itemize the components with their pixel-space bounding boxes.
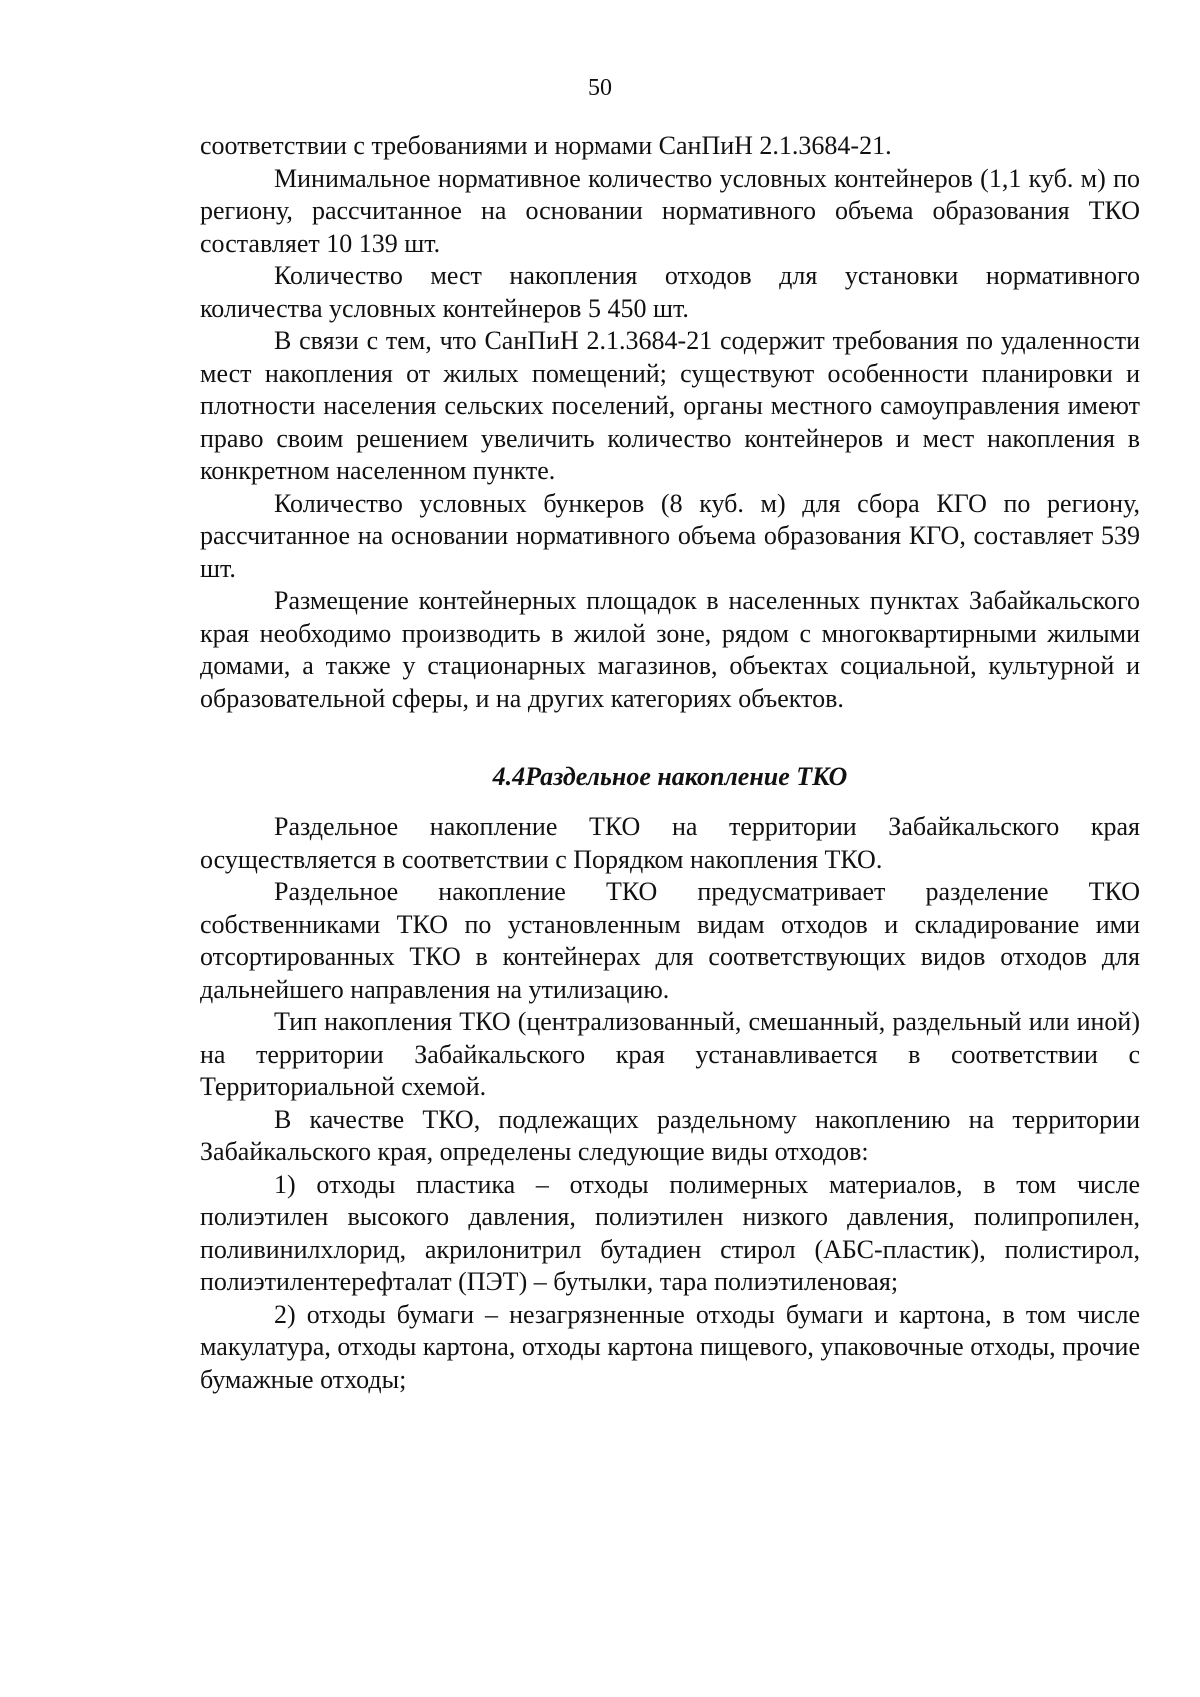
paragraph: соответствии с требованиями и нормами СанПиН 2.1.3684-21.: [200, 131, 892, 160]
page-number: 50: [588, 75, 612, 101]
list-item: 1) отходы пластика – отходы полимерных материалов, в том числе полиэтилен высокого давления, полиэтилен низкого давления, полипропилен, поливинилхлорид, акрилонитрил бутадиен стирол (АБС-пластик), полистирол, полиэтилентерефталат (ПЭТ) – бутылки, тара полиэтиленовая;: [200, 1169, 1140, 1296]
paragraph: Минимальное нормативное количество условных контейнеров (1,1 куб. м) по региону, рассчитанное на основании нормативного объема образования ТКО составляет 10 139 шт.: [200, 163, 1140, 258]
section-heading: 4.4Раздельное накопление ТКО: [492, 762, 848, 791]
paragraph: Раздельное накопление ТКО предусматривает разделение ТКО собственниками ТКО по установленным видам отходов и складирование ими отсортированных ТКО в контейнерах для соответствующих видов отходов для дальнейшего направления на утилизацию.: [200, 877, 1140, 1004]
paragraph: В связи с тем, что СанПиН 2.1.3684-21 содержит требования по удаленности мест накопления от жилых помещений; существуют особенности планировки и плотности населения сельских поселений, органы местного самоуправления имеют право своим решением увеличить количество контейнеров и мест накопления в конкретном населенном пункте.: [200, 326, 1140, 485]
paragraph: Размещение контейнерных площадок в населенных пунктах Забайкальского края необходимо производить в жилой зоне, рядом с многоквартирными жилыми домами, а также у стационарных магазинов, объектах социальной, культурной и образовательной сферы, и на других категориях объектов.: [200, 586, 1140, 713]
list-item: 2) отходы бумаги – незагрязненные отходы бумаги и картона, в том числе макулатура, отходы картона, отходы картона пищевого, упаковочные отходы, прочие бумажные отходы;: [200, 1299, 1140, 1394]
paragraph: Тип накопления ТКО (централизованный, смешанный, раздельный или иной) на территории Забайкальского края устанавливается в соответствии с Территориальной схемой.: [200, 1007, 1140, 1101]
paragraph: В качестве ТКО, подлежащих раздельному накоплению на территории Забайкальского края, определены следующие виды отходов:: [200, 1104, 1140, 1166]
page-content: [200, 130, 1140, 1396]
paragraph: Количество мест накопления отходов для установки нормативного количества условных контейнеров 5 450 шт.: [200, 261, 1140, 323]
paragraph: Количество условных бункеров (8 куб. м) для сбора КГО по региону, рассчитанное на основании нормативного объема образования КГО, составляет 539 шт.: [200, 488, 1140, 583]
paragraph: Раздельное накопление ТКО на территории Забайкальского края осуществляется в соответствии с Порядком накопления ТКО.: [200, 812, 1140, 874]
